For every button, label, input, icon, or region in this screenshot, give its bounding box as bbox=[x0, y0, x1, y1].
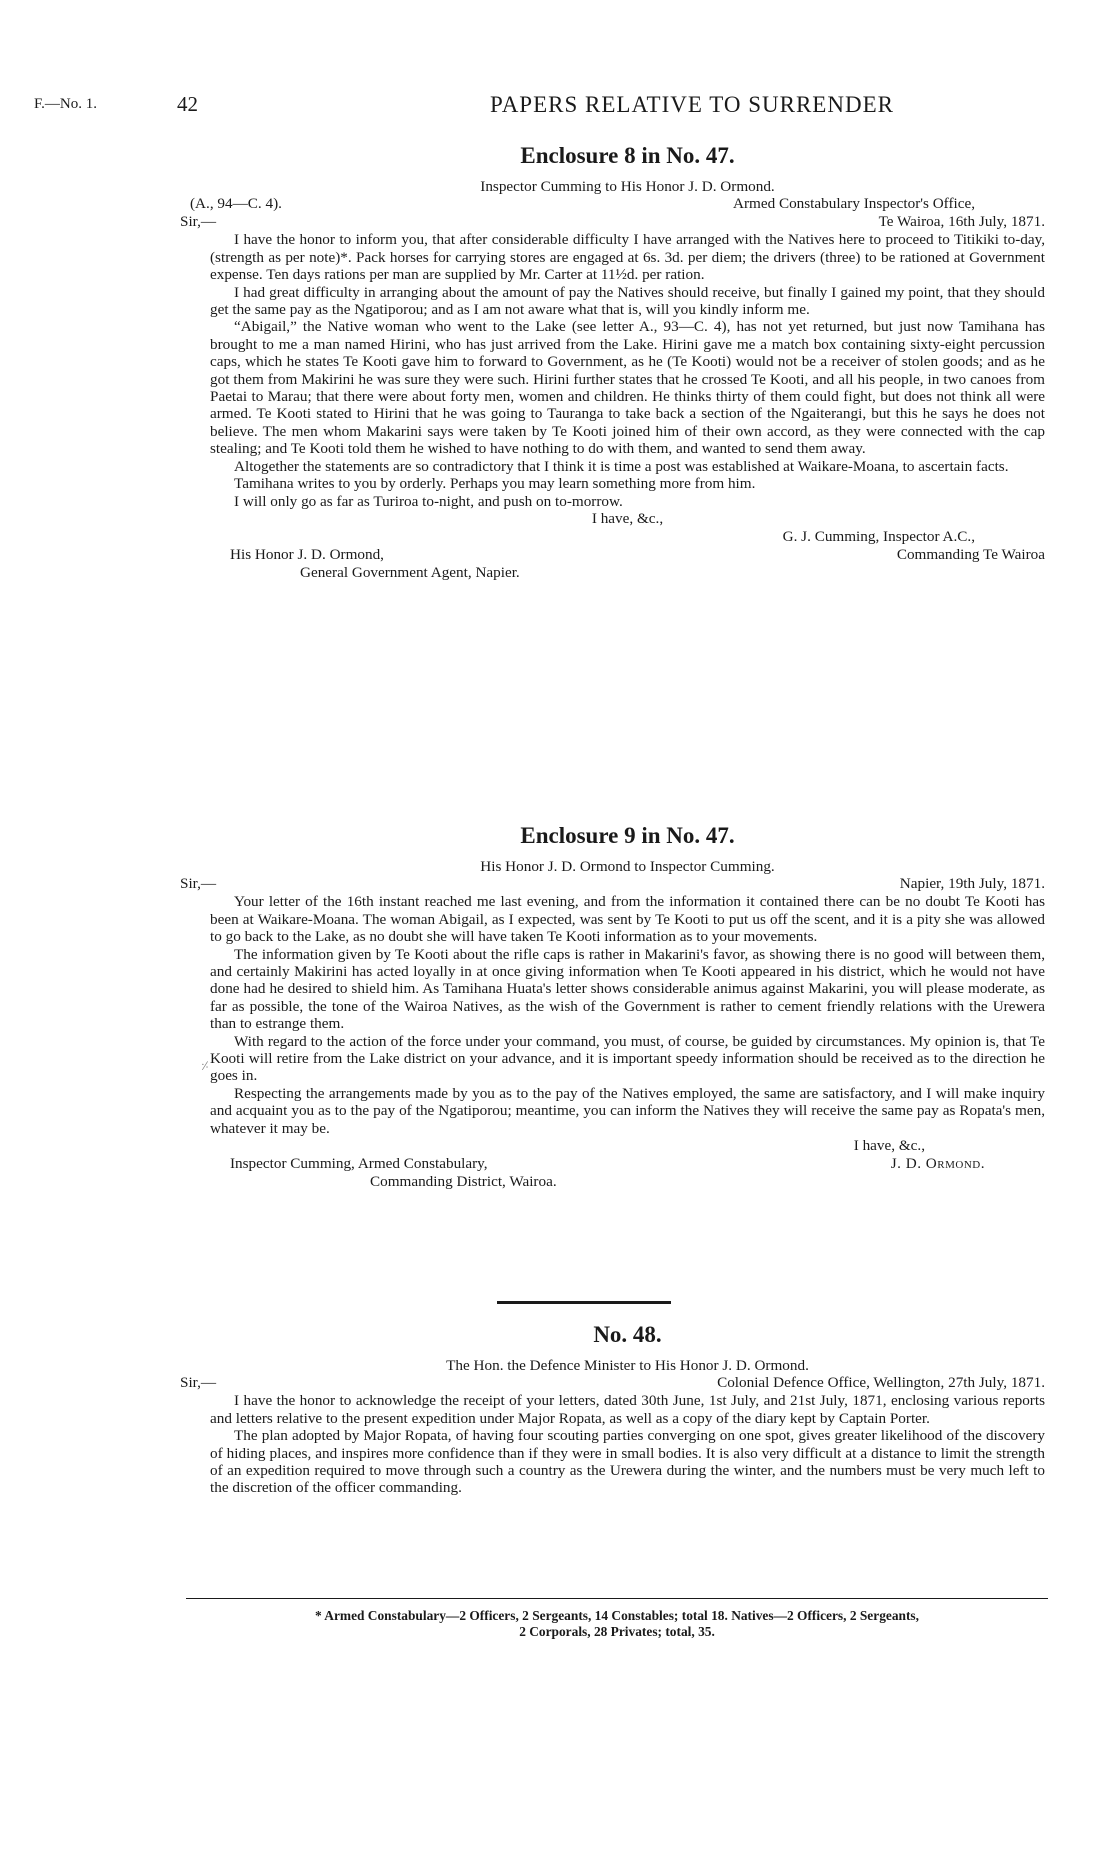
paragraph: I have the honor to acknowledge the receipt of your letters, dated 30th June, 1st July, and 21st July, 1871, enclosing various reports and letters relative to the present expedition under Major Ropata, as well as a copy of the diary kept by Captain Porter. bbox=[210, 1392, 1045, 1427]
paragraph: I will only go as far as Turiroa to-night, and push on to-morrow. bbox=[234, 492, 623, 510]
paragraph: The plan adopted by Major Ropata, of having four scouting parties converging on one spot, gives greater likelihood of the discovery of hiding places, and inspires more confidence than if they were in small bodies. It is also very difficult at a distance to limit the strength of an expedition required to move through such a country as the Urewera during the winter, and the numbers must be very much left to the discretion of the officer commanding. bbox=[210, 1427, 1045, 1497]
footnote-line: 2 Corporals, 28 Privates; total, 35. bbox=[519, 1624, 715, 1639]
signature: G. J. Cumming, Inspector A.C., bbox=[782, 527, 975, 545]
enclosure-8 bbox=[180, 142, 1045, 582]
paragraph: “Abigail,” the Native woman who went to the Lake (see letter A., 93—C. 4), has not yet returned, but just now Tamihana has brought to me a man named Hirini, who has just arrived from the Lake. Hirini gave me a match box containing sixty-eight percussion caps, which he states Te Kooti gave him to forward to Government, as he (Te Kooti) would not be a receiver of stolen goods; and as he got them from Makirini he was sure they were such. Hirini further states that he crossed Te Kooti, and all his people, in two canoes from Paetai to Marau; that there were about forty men, women and children. He thinks thirty of them could fight, but does not think all were armed. Te Kooti stated to Hirini that he was going to Tauranga to take back a section of the Ngaiterangi, but this he says he does not believe. The men whom Makarini says were taken by Te Kooti joined him of their own accord, as they were connected with the cap stealing; and Te Kooti told them he wished to have nothing to do with them, and wanted to send them away. bbox=[210, 318, 1045, 458]
addressee-row bbox=[210, 1155, 1045, 1173]
running-header bbox=[0, 92, 1114, 122]
running-title: PAPERS RELATIVE TO SURRENDER bbox=[490, 92, 894, 117]
letter-reference: (A., 94—C. 4). bbox=[190, 195, 282, 213]
document-no-48-from-to: The Hon. the Defence Minister to His Honor J. D. Ormond. bbox=[446, 1357, 809, 1374]
margin-mark: ⸓ bbox=[201, 1059, 209, 1073]
paragraph: Your letter of the 16th instant reached me last evening, and from the information it contained there can be no doubt Te Kooti has been at Waikare-Moana. The woman Abigail, as I expected, was sent by Te Kooti to put us off the scent, and it is a pity she was allowed to go back to the Lake, as no doubt she will have taken Te Kooti information as to your movements. bbox=[210, 893, 1045, 946]
addressee-title-row bbox=[210, 1173, 1045, 1191]
document-no-48 bbox=[180, 1321, 1045, 1497]
section-divider bbox=[497, 1301, 671, 1304]
enclosure-8-salutation-row bbox=[180, 213, 1045, 231]
enclosure-9 bbox=[180, 822, 1045, 1191]
signature: J. D. Ormond. bbox=[890, 1155, 985, 1173]
paragraph: I have the honor to inform you, that after considerable difficulty I have arranged with the Natives here to proceed to Titikiki to-day, (strength as per note)*. Pack horses for carrying stores are engaged at 6s. 3d. per diem; the drivers (three) to be rationed at Government expense. Ten days rations per man are supplied by Mr. Carter at 11½d. per ration. bbox=[210, 231, 1045, 284]
signature-title: Commanding Te Wairoa bbox=[896, 545, 1045, 563]
salutation: Sir,— bbox=[180, 875, 217, 893]
sender-office: Armed Constabulary Inspector's Office, bbox=[732, 195, 975, 213]
footnote bbox=[186, 1608, 1048, 1640]
salutation: Sir,— bbox=[180, 213, 217, 231]
no48-salutation-row bbox=[180, 1374, 1045, 1392]
place-date: Colonial Defence Office, Wellington, 27th July, 1871. bbox=[717, 1374, 1045, 1392]
enclosure-8-ref-row bbox=[190, 195, 1045, 213]
addressee: His Honor J. D. Ormond, bbox=[230, 545, 384, 563]
closing: I have, &c., bbox=[591, 509, 664, 527]
paragraph: The information given by Te Kooti about the rifle caps is rather in Makarini's favor, as showing there is no good will between them, and certainly Makirini has acted loyally in at once giving information when Te Kooti appeared in his district, which he would not have done had he desired to shield him. As Tamihana Huata's letter shows considerable animus against Makarini, you will please moderate, as far as possible, the tone of the Wairoa Natives, as the wish of the Government is rather to cement friendly relations with the Urewera than to estrange them. bbox=[210, 945, 1045, 1033]
closing-row bbox=[210, 1137, 1045, 1155]
enclosure-9-salutation-row bbox=[180, 875, 1045, 893]
addressee-title-row bbox=[210, 564, 1045, 582]
addressee-row bbox=[210, 546, 1045, 564]
document-no-48-title: No. 48. bbox=[593, 1322, 662, 1347]
paragraph: With regard to the action of the force under your command, you must, of course, be guided by circumstances. My opinion is, that Te Kooti will retire from the Lake district on your advance, and it is important speedy information should be received as to the direction he goes in. bbox=[210, 1032, 1045, 1085]
addressee-title: General Government Agent, Napier. bbox=[300, 563, 520, 581]
paragraph: Altogether the statements are so contradictory that I think it is time a post was established at Waikare-Moana, to ascertain facts. bbox=[234, 457, 1009, 475]
enclosure-8-title: Enclosure 8 in No. 47. bbox=[520, 143, 735, 168]
addressee: Inspector Cumming, Armed Constabulary, bbox=[230, 1155, 488, 1173]
paragraph: Tamihana writes to you by orderly. Perhaps you may learn something more from him. bbox=[234, 475, 756, 493]
enclosure-8-from-to: Inspector Cumming to His Honor J. D. Ormond. bbox=[480, 178, 775, 195]
footnote-rule bbox=[186, 1598, 1048, 1599]
place-date: Te Wairoa, 16th July, 1871. bbox=[878, 213, 1045, 231]
closing-row bbox=[210, 510, 1045, 528]
document-reference: F.—No. 1. bbox=[34, 96, 97, 112]
page-number: 42 bbox=[177, 92, 198, 116]
enclosure-9-title: Enclosure 9 in No. 47. bbox=[520, 823, 735, 848]
signature-row bbox=[210, 528, 1045, 546]
place-date: Napier, 19th July, 1871. bbox=[899, 875, 1045, 893]
salutation: Sir,— bbox=[180, 1374, 217, 1392]
closing: I have, &c., bbox=[853, 1137, 925, 1155]
paragraph: I had great difficulty in arranging about the amount of pay the Natives should receive, but finally I gained my point, that they should get the same pay as the Ngatiporou; and as I am not aware what that is, will you kindly inform me. bbox=[210, 283, 1045, 319]
enclosure-9-from-to: His Honor J. D. Ormond to Inspector Cumming. bbox=[480, 858, 775, 875]
paragraph: Respecting the arrangements made by you as to the pay of the Natives employed, the same are satisfactory, and I will make inquiry and acquaint you as to the pay of the Ngatiporou; meantime, you can inform the Natives they will receive the same pay as Ropata's men, whatever it may be. bbox=[210, 1084, 1045, 1137]
addressee-title: Commanding District, Wairoa. bbox=[370, 1173, 557, 1191]
footnote-line: * Armed Constabulary—2 Officers, 2 Sergeants, 14 Constables; total 18. Natives—2 Officers, 2 Sergeants, bbox=[315, 1608, 919, 1623]
